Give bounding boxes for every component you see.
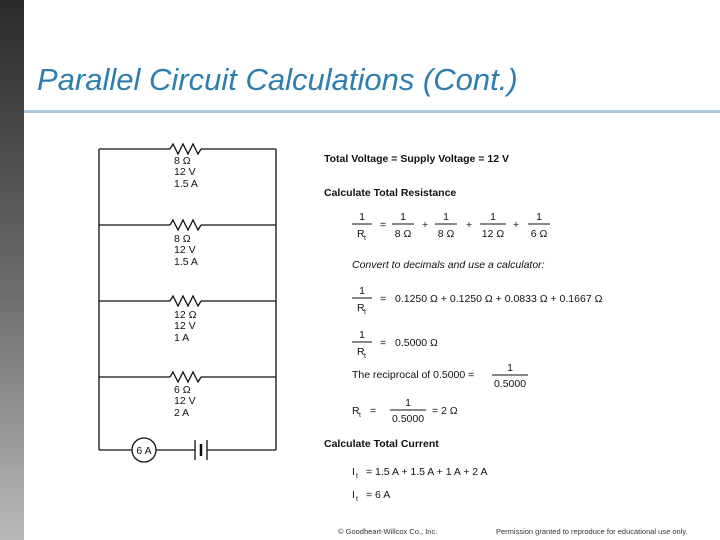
circuit-figure [90,122,637,514]
ammeter-reading: 6 A [136,445,152,457]
total-current-heading: Calculate Total Current [324,438,439,450]
branch-2-voltage: 12 V [174,244,196,256]
branch-4-voltage: 12 V [174,395,196,407]
rt-numerator: 1 [359,211,365,223]
equals-sign: = [380,337,387,349]
fraction-3-den: 12 Ω [481,228,505,240]
it-symbol: I [352,466,355,478]
it-subscript: t [356,473,358,480]
resistance-formula [352,211,550,242]
figure-svg [90,122,637,514]
rt-numerator: 1 [359,285,365,297]
branch-3-resistance: 12 Ω [174,309,197,321]
rt-subscript: t [364,353,366,360]
it-subscript: t [356,496,358,503]
decimal-formula [352,285,603,316]
copyright-footer: © Goodheart-Willcox Co., Inc. [338,527,438,536]
branch-1-resistance: 8 Ω [174,155,191,167]
title-divider [24,110,720,113]
equals-sign: = [380,219,387,231]
fraction-4-den: 6 Ω [530,228,548,240]
plus-sign: + [422,219,429,231]
reciprocal-numerator: 1 [507,362,513,374]
it-symbol: I [352,489,355,501]
rt-symbol: R [357,346,365,358]
rt-subscript: t [364,309,366,316]
rt-symbol: R [357,302,365,314]
convert-note: Convert to decimals and use a calculator: [352,259,545,271]
decimal-total: 0.5000 Ω [395,337,438,349]
rt-subscript: t [359,412,361,419]
rt-result-formula [352,397,458,425]
branch-2-current: 1.5 A [174,256,198,268]
fraction-4-num: 1 [536,211,542,223]
branch-4-current: 2 A [174,407,190,419]
current-total: = 6 A [366,489,391,501]
reciprocal-denominator: 0.5000 [493,378,527,390]
fraction-1-den: 8 Ω [394,228,412,240]
equals-sign: = [380,293,387,305]
reciprocal-text: The reciprocal of 0.5000 = [352,369,475,381]
reciprocal-formula [352,362,528,390]
branch-3-voltage: 12 V [174,320,196,332]
rt-result-numerator: 1 [405,397,411,409]
resistor-3-icon [170,296,201,306]
rt-subscript: t [364,235,366,242]
fraction-3-num: 1 [490,211,496,223]
current-sum: = 1.5 A + 1.5 A + 1 A + 2 A [366,466,488,478]
rt-numerator: 1 [359,329,365,341]
equals-sign: = [370,405,377,417]
current-sum-formula [352,466,487,480]
total-resistance-heading: Calculate Total Resistance [324,187,457,199]
fraction-2-den: 8 Ω [437,228,455,240]
rt-result-value: = 2 Ω [432,405,458,417]
current-total-formula [352,489,390,503]
plus-sign: + [513,219,520,231]
rt-symbol: R [357,228,365,240]
fraction-1-num: 1 [400,211,406,223]
plus-sign: + [466,219,473,231]
rt-result-denominator: 0.5000 [391,413,425,425]
rt-symbol: R [352,405,360,417]
decimal-sum: 0.1250 Ω + 0.1250 Ω + 0.0833 Ω + 0.1667 Ω [395,293,603,305]
slide-title: Parallel Circuit Calculations (Cont.) [37,62,518,97]
decimal-total-formula [352,329,438,360]
branch-2-resistance: 8 Ω [174,233,191,245]
fraction-2-num: 1 [443,211,449,223]
resistor-1-icon [170,144,201,154]
branch-1-voltage: 12 V [174,166,196,178]
permission-footer: Permission granted to reproduce for educational use only. [496,527,688,536]
total-voltage-line: Total Voltage = Supply Voltage = 12 V [324,153,509,165]
left-accent-bar [0,0,24,540]
branch-4-resistance: 6 Ω [174,384,191,396]
branch-3-current: 1 A [174,332,190,344]
resistor-2-icon [170,220,201,230]
branch-1-current: 1.5 A [174,178,198,190]
resistor-4-icon [170,372,201,382]
